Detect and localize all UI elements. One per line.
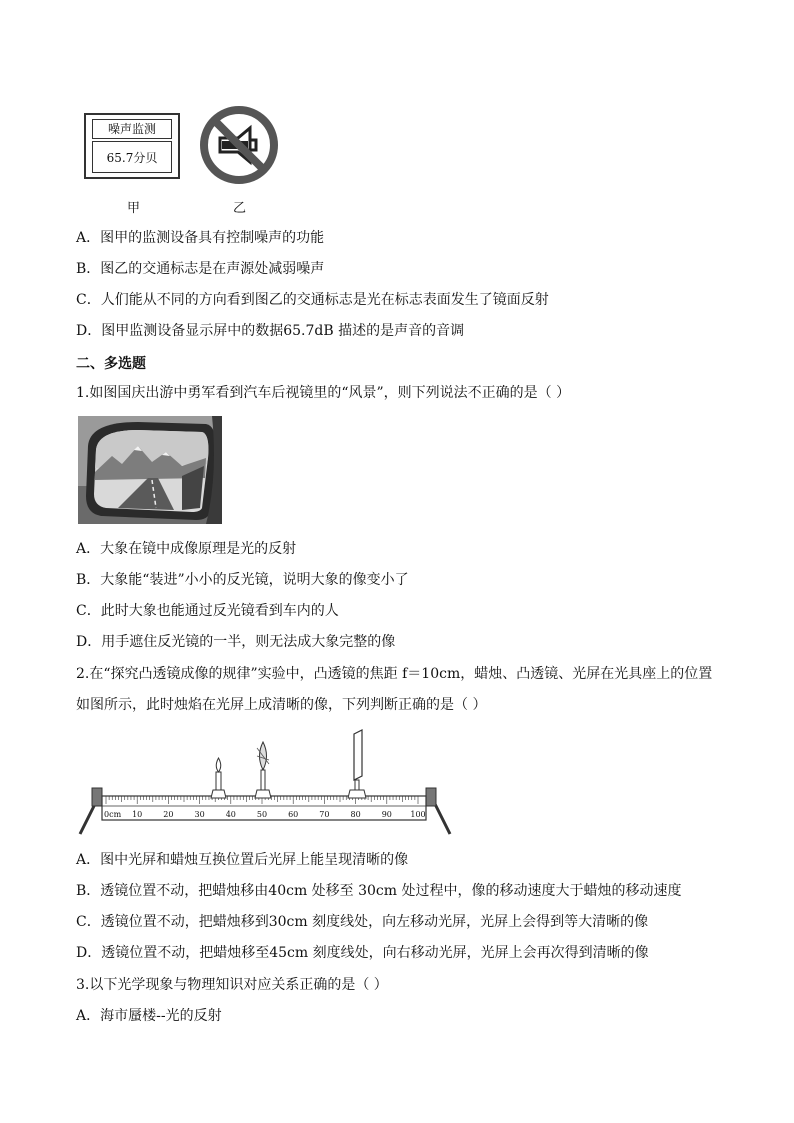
no-horn-sign-icon	[198, 104, 280, 186]
bench-tick-label: 80	[350, 810, 361, 819]
bench-tick-label: 90	[381, 810, 392, 819]
q1-option-c: C．此时大象也能通过反光镜看到车内的人	[76, 603, 339, 619]
q1-option-a: A．大象在镜中成像原理是光的反射	[76, 541, 297, 557]
light-screen	[348, 730, 366, 798]
candle	[211, 758, 226, 798]
noise-monitor-figure	[84, 113, 180, 179]
convex-lens	[255, 742, 271, 798]
q2-option-d: D．透镜位置不动，把蜡烛移至45cm 刻度线处，向右移动光屏，光屏上会再次得到清晰的像	[76, 945, 649, 961]
bench-tick-label: 100	[410, 810, 426, 819]
bench-tick-label: 60	[288, 810, 299, 819]
prev-option-c: C．人们能从不同的方向看到图乙的交通标志是光在标志表面发生了镜面反射	[76, 292, 549, 308]
bench-tick-label: 0cm	[104, 810, 122, 819]
figure-label-jia: 甲	[127, 201, 141, 216]
section-title: 二、多选题	[76, 356, 146, 372]
bench-tick-label: 40	[225, 810, 236, 819]
bench-tick-label: 30	[194, 810, 205, 819]
q2-option-a: A．图中光屏和蜡烛互换位置后光屏上能呈现清晰的像	[76, 852, 409, 868]
q3-option-a: A．海市蜃楼--光的反射	[76, 1008, 222, 1024]
q1-stem: 1.如图国庆出游中勇军看到汽车后视镜里的“风景”，则下列说法不正确的是（ ）	[76, 385, 571, 401]
bench-tick-label: 10	[132, 810, 143, 819]
q1-option-d: D．用手遮住反光镜的一半，则无法成大象完整的像	[76, 634, 396, 650]
bench-tick-label: 20	[163, 810, 174, 819]
prev-option-b: B．图乙的交通标志是在声源处减弱噪声	[76, 261, 325, 277]
bench-tick-label: 70	[319, 810, 330, 819]
bench-tick-label: 50	[256, 810, 268, 819]
q2-option-b: B．透镜位置不动，把蜡烛移由40cm 处移至 30cm 处过程中，像的移动速度大于蜡烛的移动速度	[76, 883, 682, 899]
monitor-title: 噪声监测	[92, 119, 172, 139]
q2-stem-line2: 如图所示，此时烛焰在光屏上成清晰的像，下列判断正确的是（ ）	[76, 697, 487, 713]
car-side-mirror-photo	[78, 416, 222, 524]
monitor-value: 65.7分贝	[92, 141, 172, 173]
figure-label-yi: 乙	[233, 201, 247, 216]
q2-stem-line1: 2.在“探究凸透镜成像的规律”实验中，凸透镜的焦距 f＝10cm，蜡烛、凸透镜、光屏在光具座上的位置	[76, 666, 713, 682]
prev-option-d: D．图甲监测设备显示屏中的数据65.7dB 描述的是声音的音调	[76, 323, 465, 339]
optical-bench-diagram	[74, 726, 454, 838]
q3-stem: 3.以下光学现象与物理知识对应关系正确的是（ ）	[76, 977, 388, 993]
q2-option-c: C．透镜位置不动，把蜡烛移到30cm 刻度线处，向左移动光屏，光屏上会得到等大清晰的像	[76, 914, 649, 930]
prev-option-a: A．图甲的监测设备具有控制噪声的功能	[76, 230, 325, 246]
q1-option-b: B．大象能“装进”小小的反光镜，说明大象的像变小了	[76, 572, 409, 588]
